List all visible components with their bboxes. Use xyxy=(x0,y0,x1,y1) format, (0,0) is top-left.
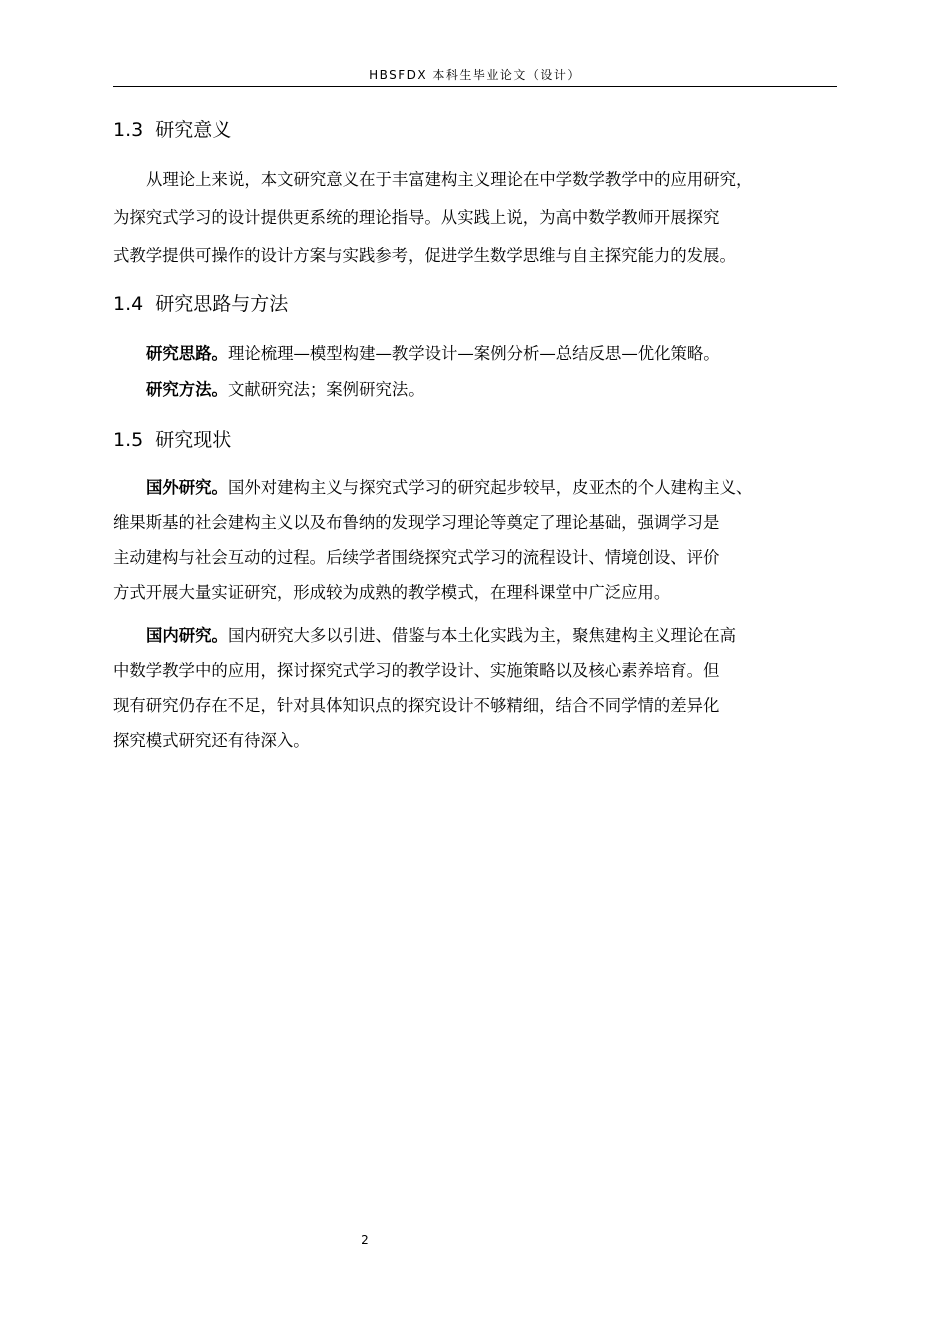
item-research-methods xyxy=(113,374,843,406)
item-label: 研究思路。 xyxy=(146,344,228,363)
section-number: 1.4 xyxy=(113,293,144,315)
section-title: 研究意义 xyxy=(155,119,232,141)
item-domestic-research xyxy=(113,620,843,757)
paragraph-line: 式教学提供可操作的设计方案与实践参考，促进学生数学思维与自主探究能力的发展。 xyxy=(113,246,736,265)
paragraph-line: 方式开展大量实证研究，形成较为成熟的教学模式，在理科课堂中广泛应用。 xyxy=(113,583,671,602)
item-text: 理论梳理—模型构建—教学设计—案例分析—总结反思—优化策略。 xyxy=(227,344,720,363)
paragraph-line xyxy=(113,374,843,406)
paragraph-line: 为探究式学习的设计提供更系统的理论指导。从实践上说，为高中数学教师开展探究 xyxy=(113,208,720,227)
section-heading-1-3 xyxy=(113,118,231,142)
paragraph-line xyxy=(113,472,843,504)
running-header: HBSFDX 本科生毕业论文（设计） xyxy=(369,68,581,82)
section-heading-1-4 xyxy=(113,292,288,316)
item-label: 国内研究。 xyxy=(146,626,228,645)
section-number: 1.5 xyxy=(113,429,144,451)
paragraph-line xyxy=(113,620,843,652)
section-number: 1.3 xyxy=(113,119,144,141)
section-title: 研究现状 xyxy=(155,429,232,451)
paragraph-line: 从理论上来说，本文研究意义在于丰富建构主义理论在中学数学教学中的应用研究， xyxy=(146,170,753,189)
paragraph-line: 探究模式研究还有待深入。 xyxy=(113,731,310,750)
item-text: 国外对建构主义与探究式学习的研究起步较早，皮亚杰的个人建构主义、 xyxy=(227,478,753,497)
section-heading-1-5 xyxy=(113,428,231,452)
item-label: 国外研究。 xyxy=(146,478,228,497)
page-number: 2 xyxy=(361,1233,369,1247)
paragraph-line: 中数学教学中的应用，探讨探究式学习的教学设计、实施策略以及核心素养培育。但 xyxy=(113,661,720,680)
item-text: 国内研究大多以引进、借鉴与本土化实践为主，聚焦建构主义理论在高 xyxy=(227,626,737,645)
section-title: 研究思路与方法 xyxy=(155,293,289,315)
item-text: 文献研究法；案例研究法。 xyxy=(227,380,425,399)
item-foreign-research xyxy=(113,472,843,609)
paragraph-line: 现有研究仍存在不足，针对具体知识点的探究设计不够精细，结合不同学情的差异化 xyxy=(113,696,720,715)
paragraph-line: 主动建构与社会互动的过程。后续学者围绕探究式学习的流程设计、情境创设、评价 xyxy=(113,548,720,567)
item-research-approach xyxy=(113,338,843,370)
paragraph-significance xyxy=(113,164,843,272)
header-rule xyxy=(113,86,837,87)
paragraph-line xyxy=(113,338,843,370)
paragraph-line: 维果斯基的社会建构主义以及布鲁纳的发现学习理论等奠定了理论基础，强调学习是 xyxy=(113,513,720,532)
item-label: 研究方法。 xyxy=(146,380,228,399)
